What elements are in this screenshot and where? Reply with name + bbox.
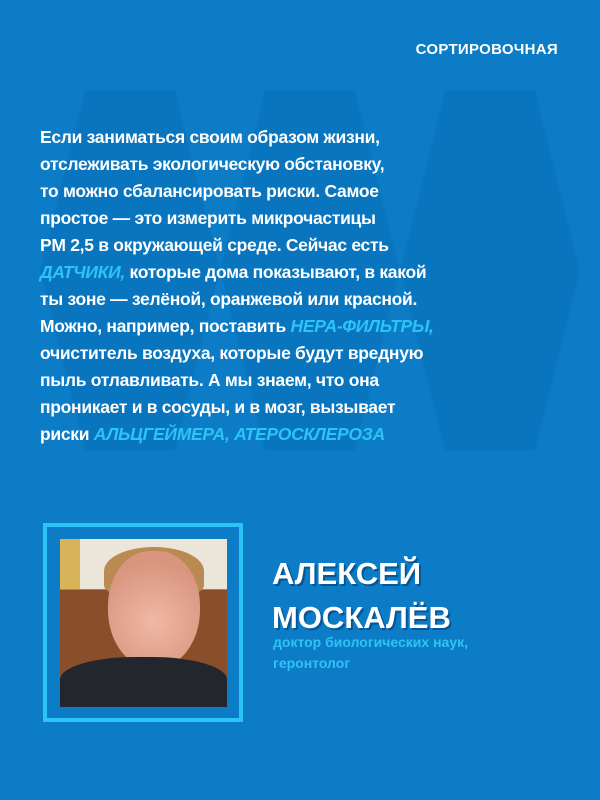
quote-line bbox=[40, 124, 570, 151]
quote-line bbox=[40, 367, 570, 394]
quote-line bbox=[40, 151, 570, 178]
quote-segment: простое — это измерить микрочастицы bbox=[40, 208, 376, 228]
role-line: доктор биологических наук, bbox=[273, 634, 468, 650]
quote-text bbox=[40, 124, 570, 448]
quote-line bbox=[40, 178, 570, 205]
quote-line bbox=[40, 232, 570, 259]
quote-line bbox=[40, 394, 570, 421]
quote-segment: Если заниматься своим образом жизни, bbox=[40, 127, 380, 147]
person-role bbox=[273, 632, 468, 674]
quote-segment: PM 2,5 в окружающей среде. Сейчас есть bbox=[40, 235, 389, 255]
quote-segment: проникает и в сосуды, и в мозг, вызывает bbox=[40, 397, 396, 417]
highlighted-term: ДАТЧИКИ, bbox=[40, 262, 125, 282]
quote-segment: пыль отлавливать. А мы знаем, что она bbox=[40, 370, 379, 390]
quote-segment: Можно, например, поставить bbox=[40, 316, 291, 336]
highlighted-term: НЕРА-ФИЛЬТРЫ, bbox=[290, 316, 434, 336]
person-name bbox=[272, 552, 451, 640]
quote-segment: риски bbox=[40, 424, 94, 444]
highlighted-term: АЛЬЦГЕЙМЕРА, АТЕРОСКЛЕРОЗА bbox=[93, 424, 385, 444]
quote-segment: очиститель воздуха, которые будут вредную bbox=[40, 343, 424, 363]
quote-line bbox=[40, 286, 570, 313]
quote-line bbox=[40, 259, 570, 286]
quote-line bbox=[40, 205, 570, 232]
portrait-photo bbox=[60, 539, 227, 707]
first-name: АЛЕКСЕЙ bbox=[272, 556, 422, 591]
quote-line bbox=[40, 421, 570, 448]
quote-segment: которые дома показывают, в какой bbox=[124, 262, 427, 282]
last-name: МОСКАЛЁВ bbox=[272, 600, 451, 635]
quote-line bbox=[40, 313, 570, 340]
brand-label: СОРТИРОВОЧНАЯ bbox=[415, 41, 558, 58]
quote-line bbox=[40, 340, 570, 367]
quote-segment: ты зоне — зелёной, оранжевой или красной. bbox=[40, 289, 418, 309]
role-line: геронтолог bbox=[273, 655, 351, 671]
quote-segment: отслеживать экологическую обстановку, bbox=[40, 154, 385, 174]
quote-segment: то можно сбалансировать риски. Самое bbox=[40, 181, 379, 201]
